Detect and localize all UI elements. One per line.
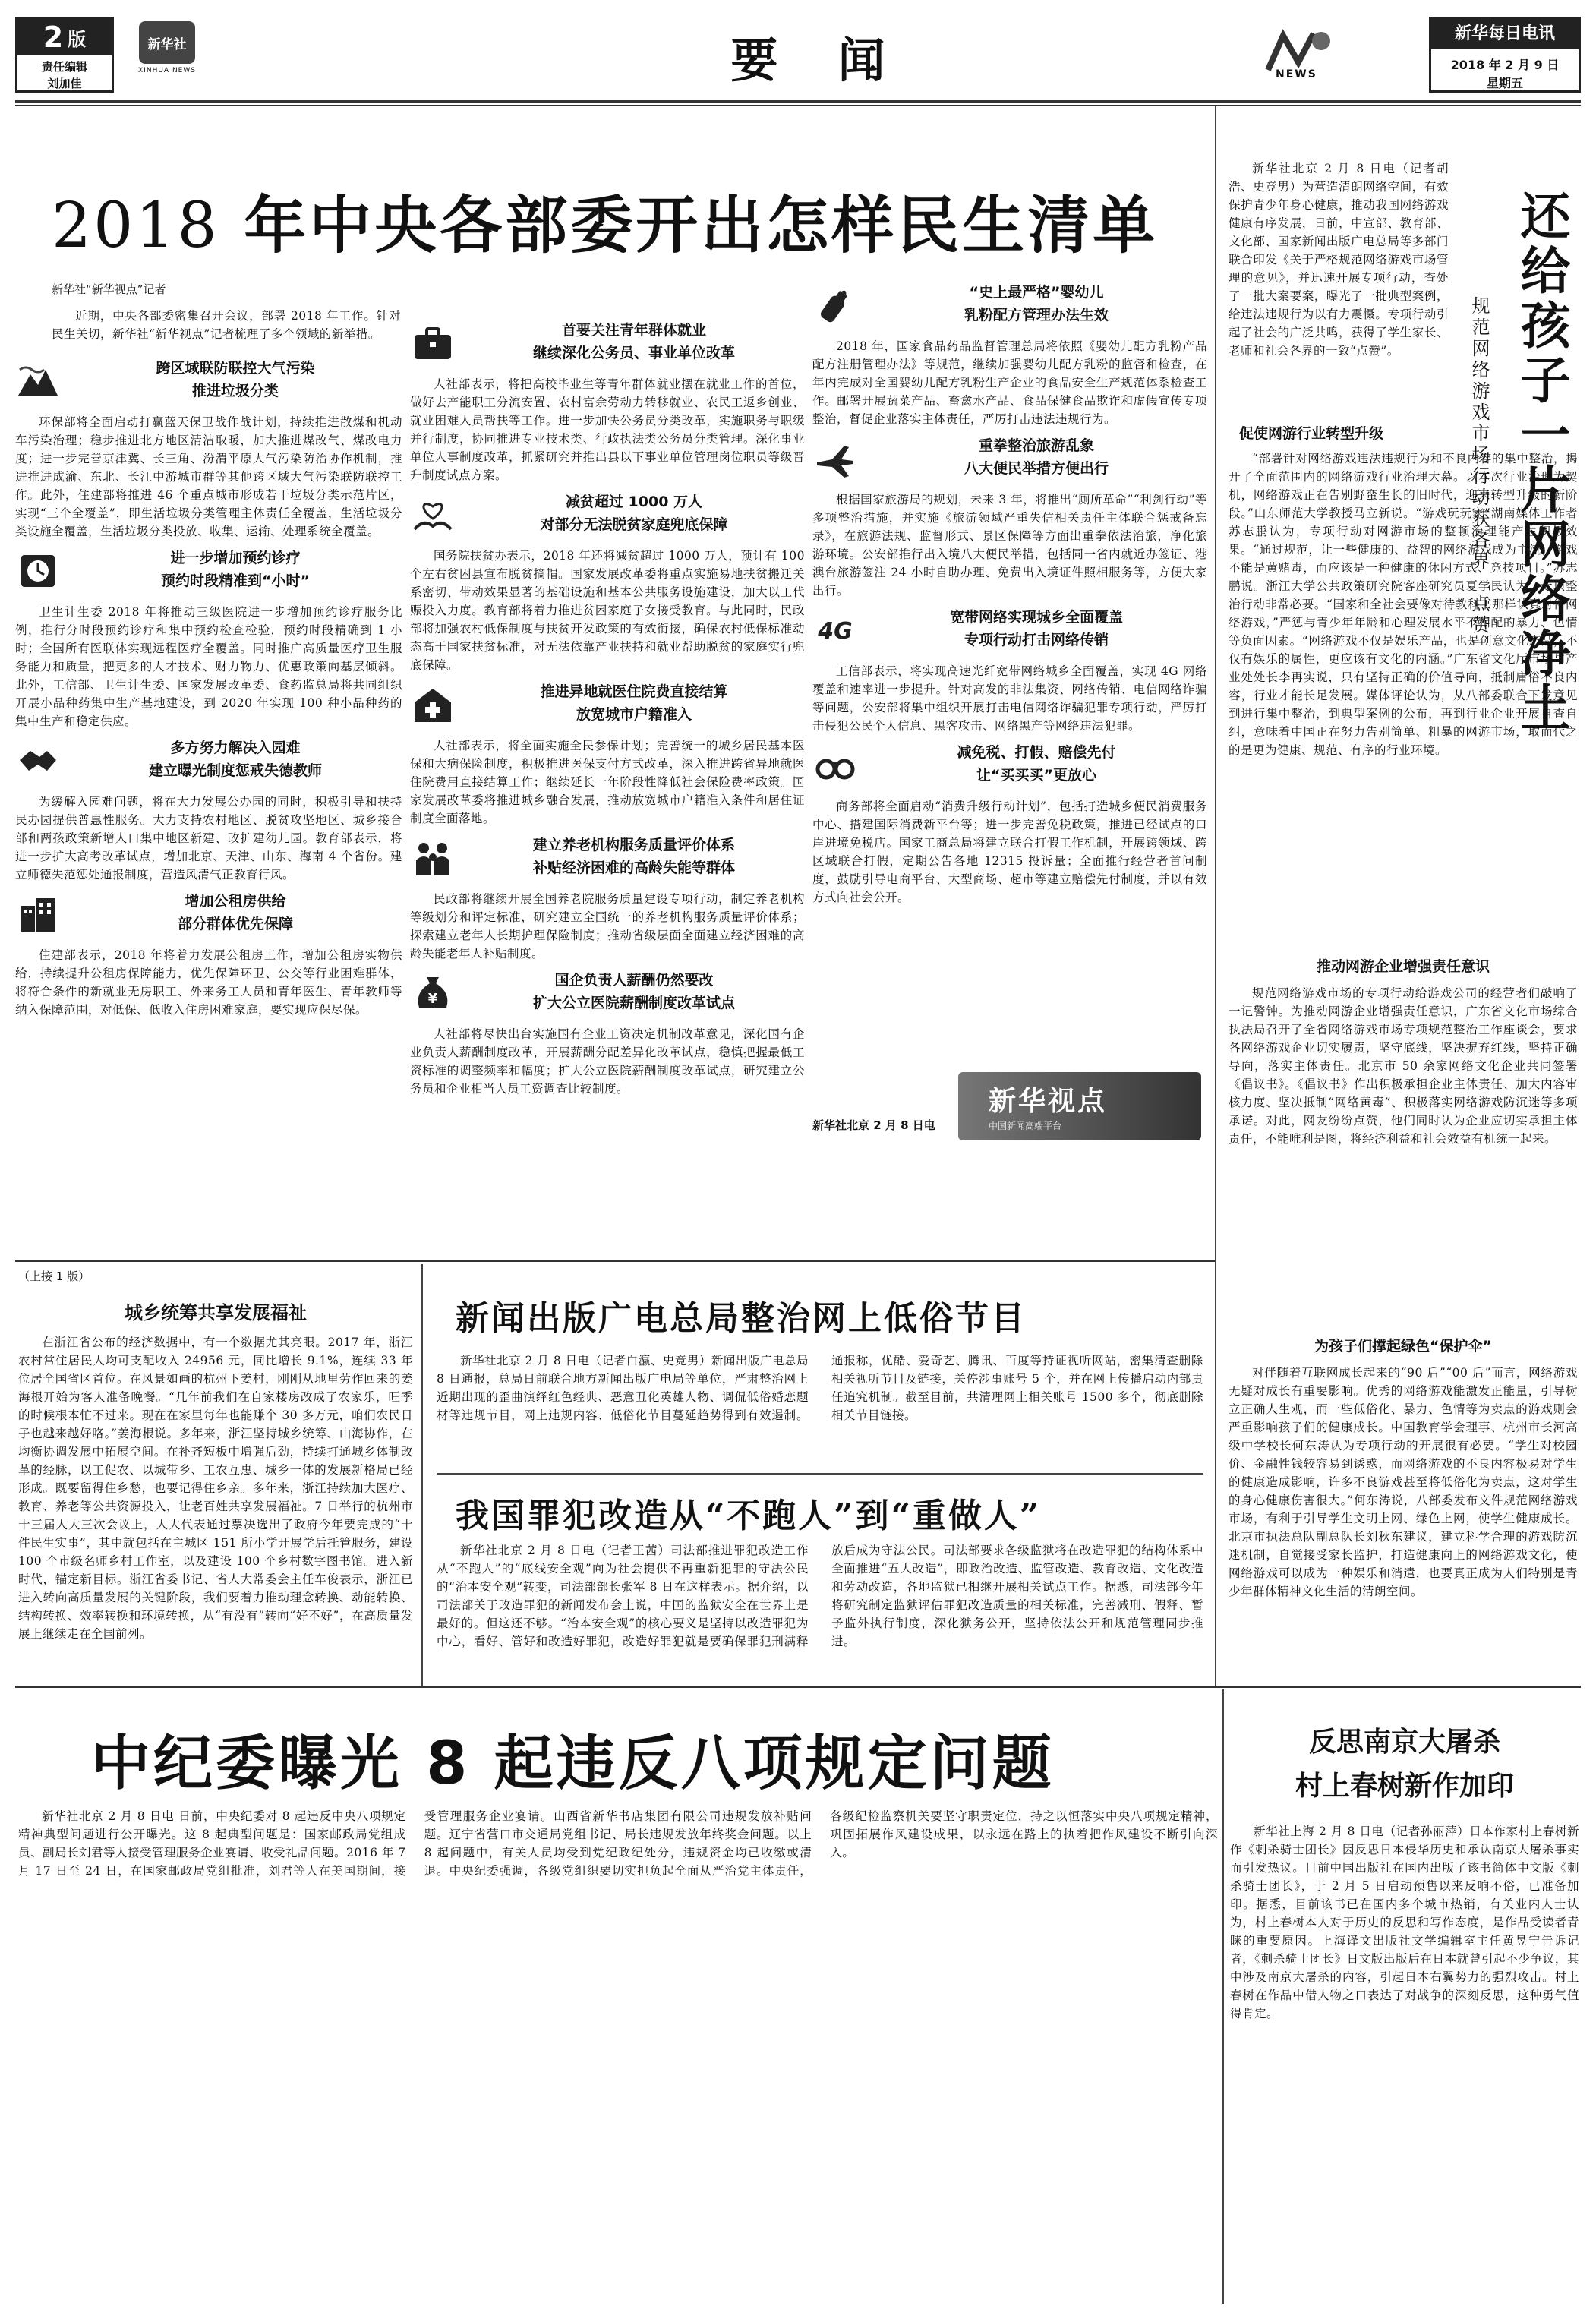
lead-item <box>15 736 402 884</box>
lead-column-1 <box>15 357 402 1253</box>
lead-item-title: 多方努力解决入园难 <box>170 740 301 756</box>
lead-item-title: 进一步增加预约诊疗 <box>170 550 301 566</box>
lead-item-heading <box>812 606 1207 662</box>
hands-heart-icon <box>410 494 456 536</box>
article2-divider <box>437 1473 1203 1475</box>
xinhua-viewpoint-badge <box>958 1072 1201 1140</box>
lead-item-heading <box>410 490 805 547</box>
side-text-2: 规范网络游戏市场的专项行动给游戏公司的经营者们敲响了一记警钟。为推动网游企业增强责任意识，广东省文化市场综合执法局召开了全省网络游戏市场专项规范整治工作座谈会，要求各网络游戏企业切实履责，坚守底线，坚决摒弃红线，坚持正确导向，落实主体责任。北京市 50 余家网络文化企业共同签署《倡议书》。《倡议书》作出积极承担企业主体责任、加大内容审核力度、坚决抵制“网络黄毒”、积极落实网络游戏防沉迷等多项承诺。对此，网友纷纷点赞，他们同时认为企业应切实承担主体责任，不能唯利是图，将经济利益和社会效益有机统一起来。 <box>1229 986 1578 1146</box>
lead-item-title: 减免税、打假、赔偿先付 <box>957 744 1116 761</box>
side-text-3: 对伴随着互联网成长起来的“90 后”“00 后”而言，网络游戏无疑对成长有重要影响。优秀的网络游戏能激发正能量，引导树立正确人生观，而一些低俗化、暴力、色情等为卖点的游戏则会严重影响孩子们的健康成长。中国教育学会理事、杭州市长河高级中学校长何东涛认为专项行动的开展很有必要。“学生对校园价、金融性钱较容易到诱惑，而网络游戏的不良内容极易对学生的健康造成影响，许多不良游戏甚至将低俗化为卖点，这对学生的身心健康伤害很大。”何东涛说，八部委发布文件规范网络游戏市场，有利于引导学生文明上网、绿色上网，使学生健康成长。北京市执法总队副总队长刘秋东建议，建立科学合理的游戏防沉迷机制，自觉接受家长监护，打造健康向上的网络游戏文化，使网络游戏可以成为一种娱乐和消遣，也要真正成为人们特别是青少年群体精神文化生活的清朗空间。 <box>1229 1366 1578 1598</box>
lead-headline-year: 2018 <box>52 190 219 262</box>
badge-sub: 中国新闻高端平台 <box>989 1121 1062 1131</box>
article3-text: 新华社北京 2 月 8 日电（记者王茜）司法部推进罪犯改造工作从“不跑人”的“底线安全观”向为社会提供不再重新犯罪的守法公民的“治本安全观”转变，司法部部长张军 8 日在这样表示。据介绍，以司法部关于改造罪犯的新闻发布会上说，中国的监狱安全在世界上是最好的。但这还不够。“治本安全观”的核心要义是坚持以改造罪犯为中心，看好、管好和改造好罪犯，改造好罪犯就是要确保罪犯刑满释放后成为守法公民。司法部要求各级监狱将在改造罪犯的结构体系中全面推进“五大改造”，即政治改造、监管改造、教育改造、文化改造和劳动改造，各地监狱已相继开展相关试点工作。据悉，司法部今年将研究制定监狱评估罪犯改造质量的相关标准，完善减刑、假释、暂予监外执行制度，深化狱务公开，坚持依法公开和规范管理同步推进。 <box>437 1544 1203 1648</box>
issue-weekday: 星期五 <box>1486 76 1523 90</box>
lead-item <box>15 890 402 1019</box>
article5-title-2: 村上春树新作加印 <box>1295 1771 1514 1802</box>
side-heading-2: 推动网游企业增强责任意识 <box>1316 958 1490 975</box>
header-rule <box>15 100 1581 103</box>
lead-item-title: 推进异地就医住院费直接结算 <box>540 683 728 700</box>
lead-item-title: 首要关注青年群体就业 <box>561 322 706 339</box>
xinhua-logo <box>129 21 205 82</box>
lead-item-heading <box>410 680 805 736</box>
lead-item-text: 卫生计生委 2018 年将推动三级医院进一步增加预约诊疗服务比例，推行分时段预约诊疗和集中预约检查检验，预约时段精确到 1 小时；全国所有医联体实现远程医疗全覆盖。同时推广高质量医疗卫生服务能力和质量，把更多的人才技术、财力物力、优惠政策向基层倾斜。此外，工信部、卫生计生委、国家发展改革委、食药监总局将共同组织开展小品种药集中生产基地建设，到 2020 年实现 100 种小品种药的集中生产和稳定供应。 <box>15 605 402 728</box>
lead-intro: 近期，中央各部委密集召开会议，部署 2018 年工作。针对民生关切，新华社“新华视点”记者梳理了多个领域的新举措。 <box>52 309 401 341</box>
lead-item-subtitle: 放宽城市户籍准入 <box>576 706 692 723</box>
lead-item <box>410 490 805 674</box>
editor-name: 刘加佳 <box>47 77 82 90</box>
lead-item-title: 宽带网络实现城乡全面覆盖 <box>949 609 1123 626</box>
article4-title <box>91 1716 1230 1798</box>
article5-title-1: 反思南京大屠杀 <box>1308 1727 1500 1758</box>
lead-item-heading <box>15 357 402 413</box>
side-title: 还给孩子一片网络净土 <box>1512 190 1570 736</box>
lead-item-title: 国企负责人薪酬仍然要改 <box>554 972 714 989</box>
lead-item-subtitle: 扩大公立医院薪酬制度改革试点 <box>532 995 735 1011</box>
building-icon <box>15 893 61 935</box>
lead-item-text: 环保部将全面启动打赢蓝天保卫战作战计划，持续推进散煤和机动车污染治理；稳步推进北方地区清洁取暖，加大推进煤改气、煤改电力度；进一步完善京津冀、长三角、汾渭平原大气污染防治协作机制，推进推进成渝、东北、长江中游城市群等其他跨区域大气污染联防联控工作。此外，住建部将推进 46 个重点城市形成若干垃圾分类示范片区，实现“三个全覆盖”，即生活垃圾分类管理主体责任全覆盖，生活垃圾分类设施全覆盖，生活垃圾分类投放、收集、运输、处理系统全覆盖。 <box>15 415 402 538</box>
lead-item-text: 2018 年，国家食品药品监督管理总局将依照《婴幼儿配方乳粉产品配方注册管理办法》等规范，继续加强婴幼儿配方乳粉的监督和检查，在年内完成对全国婴幼儿配方乳粉生产企业的食品安全生产规范体系检查工作。邮署开展蔬菜产品、畜禽水产品、食品保健食品欺诈和虚假宣传专项整治，督促企业落实主体责任，严厉打击违法违规行为。 <box>812 339 1207 426</box>
lead-item-subtitle: 专项行动打击网络传销 <box>964 632 1109 648</box>
xinhua-logo-mark: 新华社 <box>139 21 195 64</box>
lead-item-title: 增加公租房供给 <box>185 893 286 910</box>
lead-item-heading <box>812 434 1207 490</box>
lead-item-heading <box>15 547 402 603</box>
lead-item-subtitle: 继续深化公务员、事业单位改革 <box>532 345 735 361</box>
lead-item-heading <box>410 969 805 1025</box>
lead-item-text: 根据国家旅游局的规划，未来 3 年，将推出“厕所革命”“利剑行动”等多项整治措施，并实施《旅游领域严重失信相关责任主体联合惩戒备忘录》，在旅游法规、监督形式、景区保障等方面出重拳依法治旅，净化旅游环境。公安部推行出入境八大便民举措，包括同一省内就近办签证、港澳台旅游签注 24 小时自助办理、免费出入境证件照相服务等，方便大家出行。 <box>812 493 1207 598</box>
lead-item-text: 人社部表示，将全面实施全民参保计划；完善统一的城乡居民基本医保和大病保险制度，积极推进医保支付方式改革，深入推进跨省异地就医住院费用直接结算工作；继续延长一年阶段性降低社会保险费率政策。国家发展改革委将推进城乡融合发展，推动放宽城市户籍准入条件和居住证制度全面落地。 <box>410 739 805 825</box>
lead-column-2 <box>410 319 805 1253</box>
regional-title: 城乡统筹共享发展福祉 <box>125 1302 307 1323</box>
lead-item-heading <box>15 736 402 793</box>
lead-item-subtitle: 预约时段精准到“小时” <box>161 572 310 589</box>
lead-item-heading <box>812 281 1207 337</box>
side-text-1: “部署针对网络游戏违法违规行为和不良内容的集中整治，揭开了全面范围内的网络游戏行业治理大幕。以本次行业治理为契机，网络游戏正在告别野蛮生长的旧时代，迎来转型升级的新阶段。”山东师范大学教授马立新说。“游戏玩玩家”湖南媒体工作者苏志鹏认为，专项行动对网游市场的整顿治理能产生积极效果。“通过规范，让一些健康的、益智的网络游戏成为主流；游戏不能是黄赌毒，而应该是一种健康的休闲方式、竞技项目。”苏志鹏说。浙江大学公共政策研究院客座研究员夏学民认为，专项整治行动非常必要。“国家和全社会要像对待教科书那样认真对待网络游戏，”严惩与青少年年龄和心理发展水平不相配的暴力、色情等负面因素。“网络游戏不仅是娱乐产品，也是创意文化产品，不仅有娱乐的属性，更应该有文化的内涵。”广东省文化厅市场与产业处处长李再实说，只有坚持正确的价值导向，抵制庸俗不良内容，行业才能长足发展。媒体评论认为，从八部委联合下发意见到进行集中整治，到典型案例的公布，再到行业企业开展自查自纠，意味着中国正在努力告别简单、粗暴的网游市场，取而代之的是更为健康、规范、有序的行业环境。 <box>1229 452 1578 757</box>
lead-item <box>15 547 402 730</box>
lead-item-subtitle: 部分群体优先保障 <box>177 916 293 932</box>
lead-item-subtitle: 对部分无法脱贫家庭兜底保障 <box>540 516 728 533</box>
lead-dateline: 新华社北京 2 月 8 日电 <box>812 1118 935 1132</box>
lead-item <box>410 969 805 1098</box>
bottom-divider <box>15 1686 1581 1688</box>
4g-icon <box>812 609 858 651</box>
lead-item-title: 减贫超过 1000 万人 <box>565 494 703 510</box>
briefcase-icon <box>410 322 456 364</box>
lead-item-heading <box>15 890 402 946</box>
lead-item-text: 民政部将继续开展全国养老院服务质量建设专项行动，制定养老机构等级划分和评定标准，研究建立全国统一的养老机构服务质量评价体系；探索建立老年人长期护理保险制度；推动省级层面全面建立经济困难的高龄失能老年人补贴制度。 <box>410 892 805 960</box>
moneybag-icon <box>410 972 456 1014</box>
article2-title: 新闻出版广电总局整治网上低俗节目 <box>456 1299 1027 1338</box>
article2-text: 新华社北京 2 月 8 日电（记者白瀛、史竞男）新闻出版广电总局 8 日通报，总局日前联合地方新闻出版广电局等单位，严肃整治网上近期出现的歪曲演绎红色经典、恶意丑化英雄人物、调侃低俗婚恋题材等违规节目，网上违规内容、低俗化节目蔓延趋势得到有效遏制。通报称，优酷、爱奇艺、腾讯、百度等持证视听网站，密集清查删除相关视听节目及链接，关停涉事账号 5 个，并在网上传播启动内部责任追究机制。截至目前，共清理网上相关账号 1500 多个，彻底删除相关节目链接。 <box>437 1354 1203 1422</box>
mountain-smog-icon <box>15 360 61 402</box>
hospital-icon <box>410 683 456 726</box>
regional-rule <box>421 1264 423 1686</box>
lead-item-subtitle: 乳粉配方管理办法生效 <box>964 307 1109 323</box>
lead-item-title: 跨区域联防联控大气污染 <box>156 360 315 377</box>
issue-date: 2018 年 2 月 9 日 <box>1450 58 1560 72</box>
lead-item <box>812 281 1207 428</box>
side-subtitle: 规范网络游戏市场行动获各界「点赞」 <box>1468 296 1490 658</box>
lead-item-text: 住建部表示，2018 年将着力发展公租房工作，增加公租房实物供给，持续提升公租房保障能力，优先保障环卫、公交等行业困难群体，将符合条件的新就业无房职工、外来务工人员和青年医生、青年教师等纳入保障范围，对低保、低收入住房困难家庭，要实现应保尽保。 <box>15 948 402 1017</box>
paper-name: 新华每日电讯 <box>1431 19 1579 49</box>
regional-continued: （上接 1 版） <box>18 1270 90 1283</box>
article5-rule <box>1222 1689 1224 2304</box>
side-heading-3: 为孩子们撑起绿色“保护伞” <box>1314 1338 1492 1355</box>
lead-item <box>812 606 1207 735</box>
paper-info-box <box>1429 17 1581 93</box>
article5-text: 新华社上海 2 月 8 日电（记者孙丽萍）日本作家村上春树新作《刺杀骑士团长》因反思日本侵华历史和承认南京大屠杀事实而引发热议。目前中国出版社在国内出版了该书简体中文版《刺杀骑士团长》，于 2 月 5 日启动预售以来反响不俗，已准备加印。据悉，目前该书已在国内多个城市热销，有关业内人士认为，村上春树本人对于历史的反思和写作态度，是作品受读者青睐的重要原因。上海译文出版社文学编辑室主任黄昱宁告诉记者，《刺杀骑士团长》日文版出版后在日本就曾引起不少争议，其中涉及南京大屠杀的内容，引起日本右翼势力的强烈攻击。村上春树在作品中借人物之口表达了对战争的深刻反思，这种勇气值得肯定。 <box>1230 1825 1579 2020</box>
lead-item <box>15 357 402 541</box>
page-number: 2 <box>43 21 64 54</box>
lead-item-text: 工信部表示，将实现高速光纤宽带网络城乡全面覆盖，实现 4G 网络覆盖和速率进一步提升。针对高发的非法集资、网络传销、电信网络诈骗等问题，公安部将集中组织开展打击电信网络诈骗犯罪专项行动，严厉打击侵犯公民个人信息、黑客攻击、网络黑产等网络违法犯罪。 <box>812 664 1207 733</box>
airplane-icon <box>812 437 858 480</box>
baby-bottle-icon <box>812 284 858 326</box>
article4-text: 新华社北京 2 月 8 日电 日前，中央纪委对 8 起违反中央八项规定精神典型问题进行公开曝光。这 8 起典型问题是：国家邮政局党组成员、副局长刘君等人接受管理服务企业宴请、收受礼品问题。2016 年 7 月 17 日至 24 日，在国家邮政局党组批准，刘君等人在美国期间，接受管理服务企业宴请。山西省新华书店集团有限公司违规发放补贴问题。辽宁省营口市交通局党组书记、局长违规发放年终奖金问题。以上 8 起问题中，有关人员均受到党纪政纪处分，违规资金均已收缴或清退。中央纪委强调，各级党组织要切实担负起全面从严治党主体责任，各级纪检监察机关要坚守职责定位，持之以恒落实中央八项规定精神，巩固拓展作风建设成果，以永远在路上的执着把作风建设不断引向深入。 <box>18 1809 1218 1878</box>
header-rule-thin <box>15 105 1581 106</box>
news-logo-text: NEWS <box>1276 68 1317 80</box>
lead-headline <box>52 176 1206 262</box>
lead-item-heading <box>410 319 805 375</box>
editor-label: 责任编辑 <box>41 60 87 74</box>
lead-item-text: 人社部表示，将把高校毕业生等青年群体就业摆在就业工作的首位，做好去产能职工分流安置、农村富余劳动力转移就业、农民工返乡创业、就业困难人员帮扶等工作。进一步加快公务员分类改革，实施职务与职级并行制度，协同推进专业技术类、行政执法类公务员分类管理。深化事业单位人事制度改革，抓紧研究并推出县以下事业单位管理岗位职员等级晋升制度试点方案。 <box>410 377 805 482</box>
badge-title: 新华视点 <box>989 1086 1108 1117</box>
side-rule <box>1215 106 1216 1686</box>
lead-item-subtitle: 让“买买买”更放心 <box>976 767 1096 784</box>
regional-text: 在浙江省公布的经济数据中，有一个数据尤其亮眼。2017 年，浙江农村常住居民人均可支配收入 24956 元，同比增长 9.1%，连续 33 年位居全国省区首位。在风景如画的杭州下姜村，刚刚从地里劳作回来的姜海根开始为客人准备晚餐。“几年前我们在自家楼房改成了农家乐，旺季的时候根本忙不过来。现在在家里每年也能赚个 30 多万元，咱们农民日子也越来越好咯。”姜海根说。多年来，浙江坚持城乡统筹、山海协作，在均衡协调发展中拓展空间。在补齐短板中增强后劲，持续打通城乡体制改革的经脉，以工促农、以城带乡、工农互惠、城乡一体的发展新格局已经形成。既要留得住乡愁，也要记得住乡亲。多年来，浙江持续加大医疗、教育、养老等公共资源投入，让老百姓共享发展福祉。7 日举行的杭州市十三届人大三次会议上，人大代表通过票决选出了政府今年要完成的“十件民生实事”，其中就包括在主城区 151 所小学开展学后托管服务，建设 100 个市级名师乡村工作室，以及建设 100 个乡村数字图书馆。进入新时代，锚定新目标。浙江省委书记、省人大常委会主任车俊表示，浙江已进入转向高质量发展的关键阶段，我们要着力推动理念转换、动能转换、结构转换、效率转换和环境转换，从“有没有”转向“好不好”，在高质量发展上继续走在全国前列。 <box>18 1336 413 1641</box>
side-intro: 新华社北京 2 月 8 日电（记者胡浩、史竞男）为营造清朗网络空间，有效保护青少年身心健康，推动我国网络游戏健康有序发展，日前，中宣部、教育部、文化部、国家新闻出版广电总局等多部门联合印发《关于严格规范网络游戏市场管理的意见》，并迅速开展专项行动，查处了一批大案要案，曝光了一批典型案例，给违法违规行为以有力震慑。专项行动引起了社会的广泛共鸣，获得了学生家长、老师和社会各界的一致“点赞”。 <box>1229 162 1449 358</box>
svg-text:¥: ¥ <box>427 991 438 1007</box>
lead-byline: 新华社“新华视点”记者 <box>52 282 166 296</box>
lead-headline-text: 年中央各部委开出怎样民生清单 <box>219 190 1159 262</box>
lead-item-title: 建立养老机构服务质量评价体系 <box>532 837 735 853</box>
lead-item <box>812 434 1207 600</box>
handshake-icon <box>15 740 61 782</box>
section-title: 要 闻 <box>730 33 894 88</box>
lead-item <box>410 834 805 963</box>
lead-item-subtitle: 八大便民举措方便出行 <box>964 460 1109 477</box>
article3-title: 我国罪犯改造从“不跑人”到“重做人” <box>456 1497 1042 1535</box>
lead-item-text: 为缓解入园难问题，将在大力发展公办园的同时，积极引导和扶持民办园提供普惠性服务。大力支持农村地区、脱贫攻坚地区、城乡接合部和两孩政策新增人口集中地区新建、改扩建幼儿园。教育部表示，将进一步扩大高考改革试点，增加北京、天津、山东、海南 4 个省份。建立师德失范惩处通报制度，营造风清气正教育行风。 <box>15 795 402 882</box>
lead-divider <box>15 1260 1215 1262</box>
page-unit: 版 <box>68 28 87 50</box>
handcuffs-icon <box>812 744 858 787</box>
lead-item-text: 国务院扶贫办表示，2018 年还将减贫超过 1000 万人，预计有 100 个左右贫困县宣布脱贫摘帽。国家发展改革委将重点实施易地扶贫搬迁关系密切、带动效果显著的基础设施和基本公共服务设施建设，加大以工代赈投入力度。教育部将着力推进贫困家庭子女接受教育。与此同时，民政部将加强农村低保制度与扶贫开发政策的有效衔接，确保农村低保标准动态高于国家扶贫标准，对无法依靠产业扶持和就业帮助脱贫的家庭实行兜底保障。 <box>410 549 805 672</box>
side-heading-1: 促使网游行业转型升级 <box>1239 425 1384 442</box>
lead-item <box>812 741 1207 907</box>
page-number-box <box>15 17 114 93</box>
svg-text:4G: 4G <box>818 618 853 645</box>
xinhua-logo-sub: XINHUA NEWS <box>138 67 196 74</box>
family-icon <box>410 837 456 879</box>
lead-item-subtitle: 补贴经济困难的高龄失能等群体 <box>532 860 735 876</box>
news-logo <box>1260 24 1344 90</box>
lead-item-title: 重拳整治旅游乱象 <box>978 437 1094 454</box>
lead-item-text: 商务部将全面启动“消费升级行动计划”，包括打造城乡便民消费服务中心、搭建国际消费新平台等；进一步完善免税政策，推进已经试点的口岸进境免税店。国家工商总局将建立联合打假工作机制，开展跨领域、跨区域联合打假，定期公告各地 12315 投诉量；全面推行经营者首问制度，鼓励引导电商平台、大型商场、超市等建立赔偿先付制度，并以有效方式向社会公开。 <box>812 800 1207 904</box>
lead-item-title: “史上最严格”婴幼儿 <box>969 284 1104 301</box>
page-header <box>15 17 1581 100</box>
lead-item-subtitle: 建立曝光制度惩戒失德教师 <box>148 762 322 779</box>
clock-icon <box>15 550 61 592</box>
article4-title-text: 中纪委曝光 8 起违反八项规定问题 <box>91 1730 1055 1798</box>
lead-item-heading <box>410 834 805 890</box>
lead-item-heading <box>812 741 1207 797</box>
lead-item <box>410 319 805 484</box>
lead-item-text: 人社部将尽快出台实施国有企业工资决定机制改革意见，深化国有企业负责人薪酬制度改革，开展薪酬分配差异化改革试点，稳慎把握最低工资标准的调整频率和幅度；扩大公立医院薪酬制度改革试点，研究建立公务员和企业相当人员工资调查比较制度。 <box>410 1027 805 1096</box>
lead-item <box>410 680 805 828</box>
lead-item-subtitle: 推进垃圾分类 <box>191 383 279 399</box>
